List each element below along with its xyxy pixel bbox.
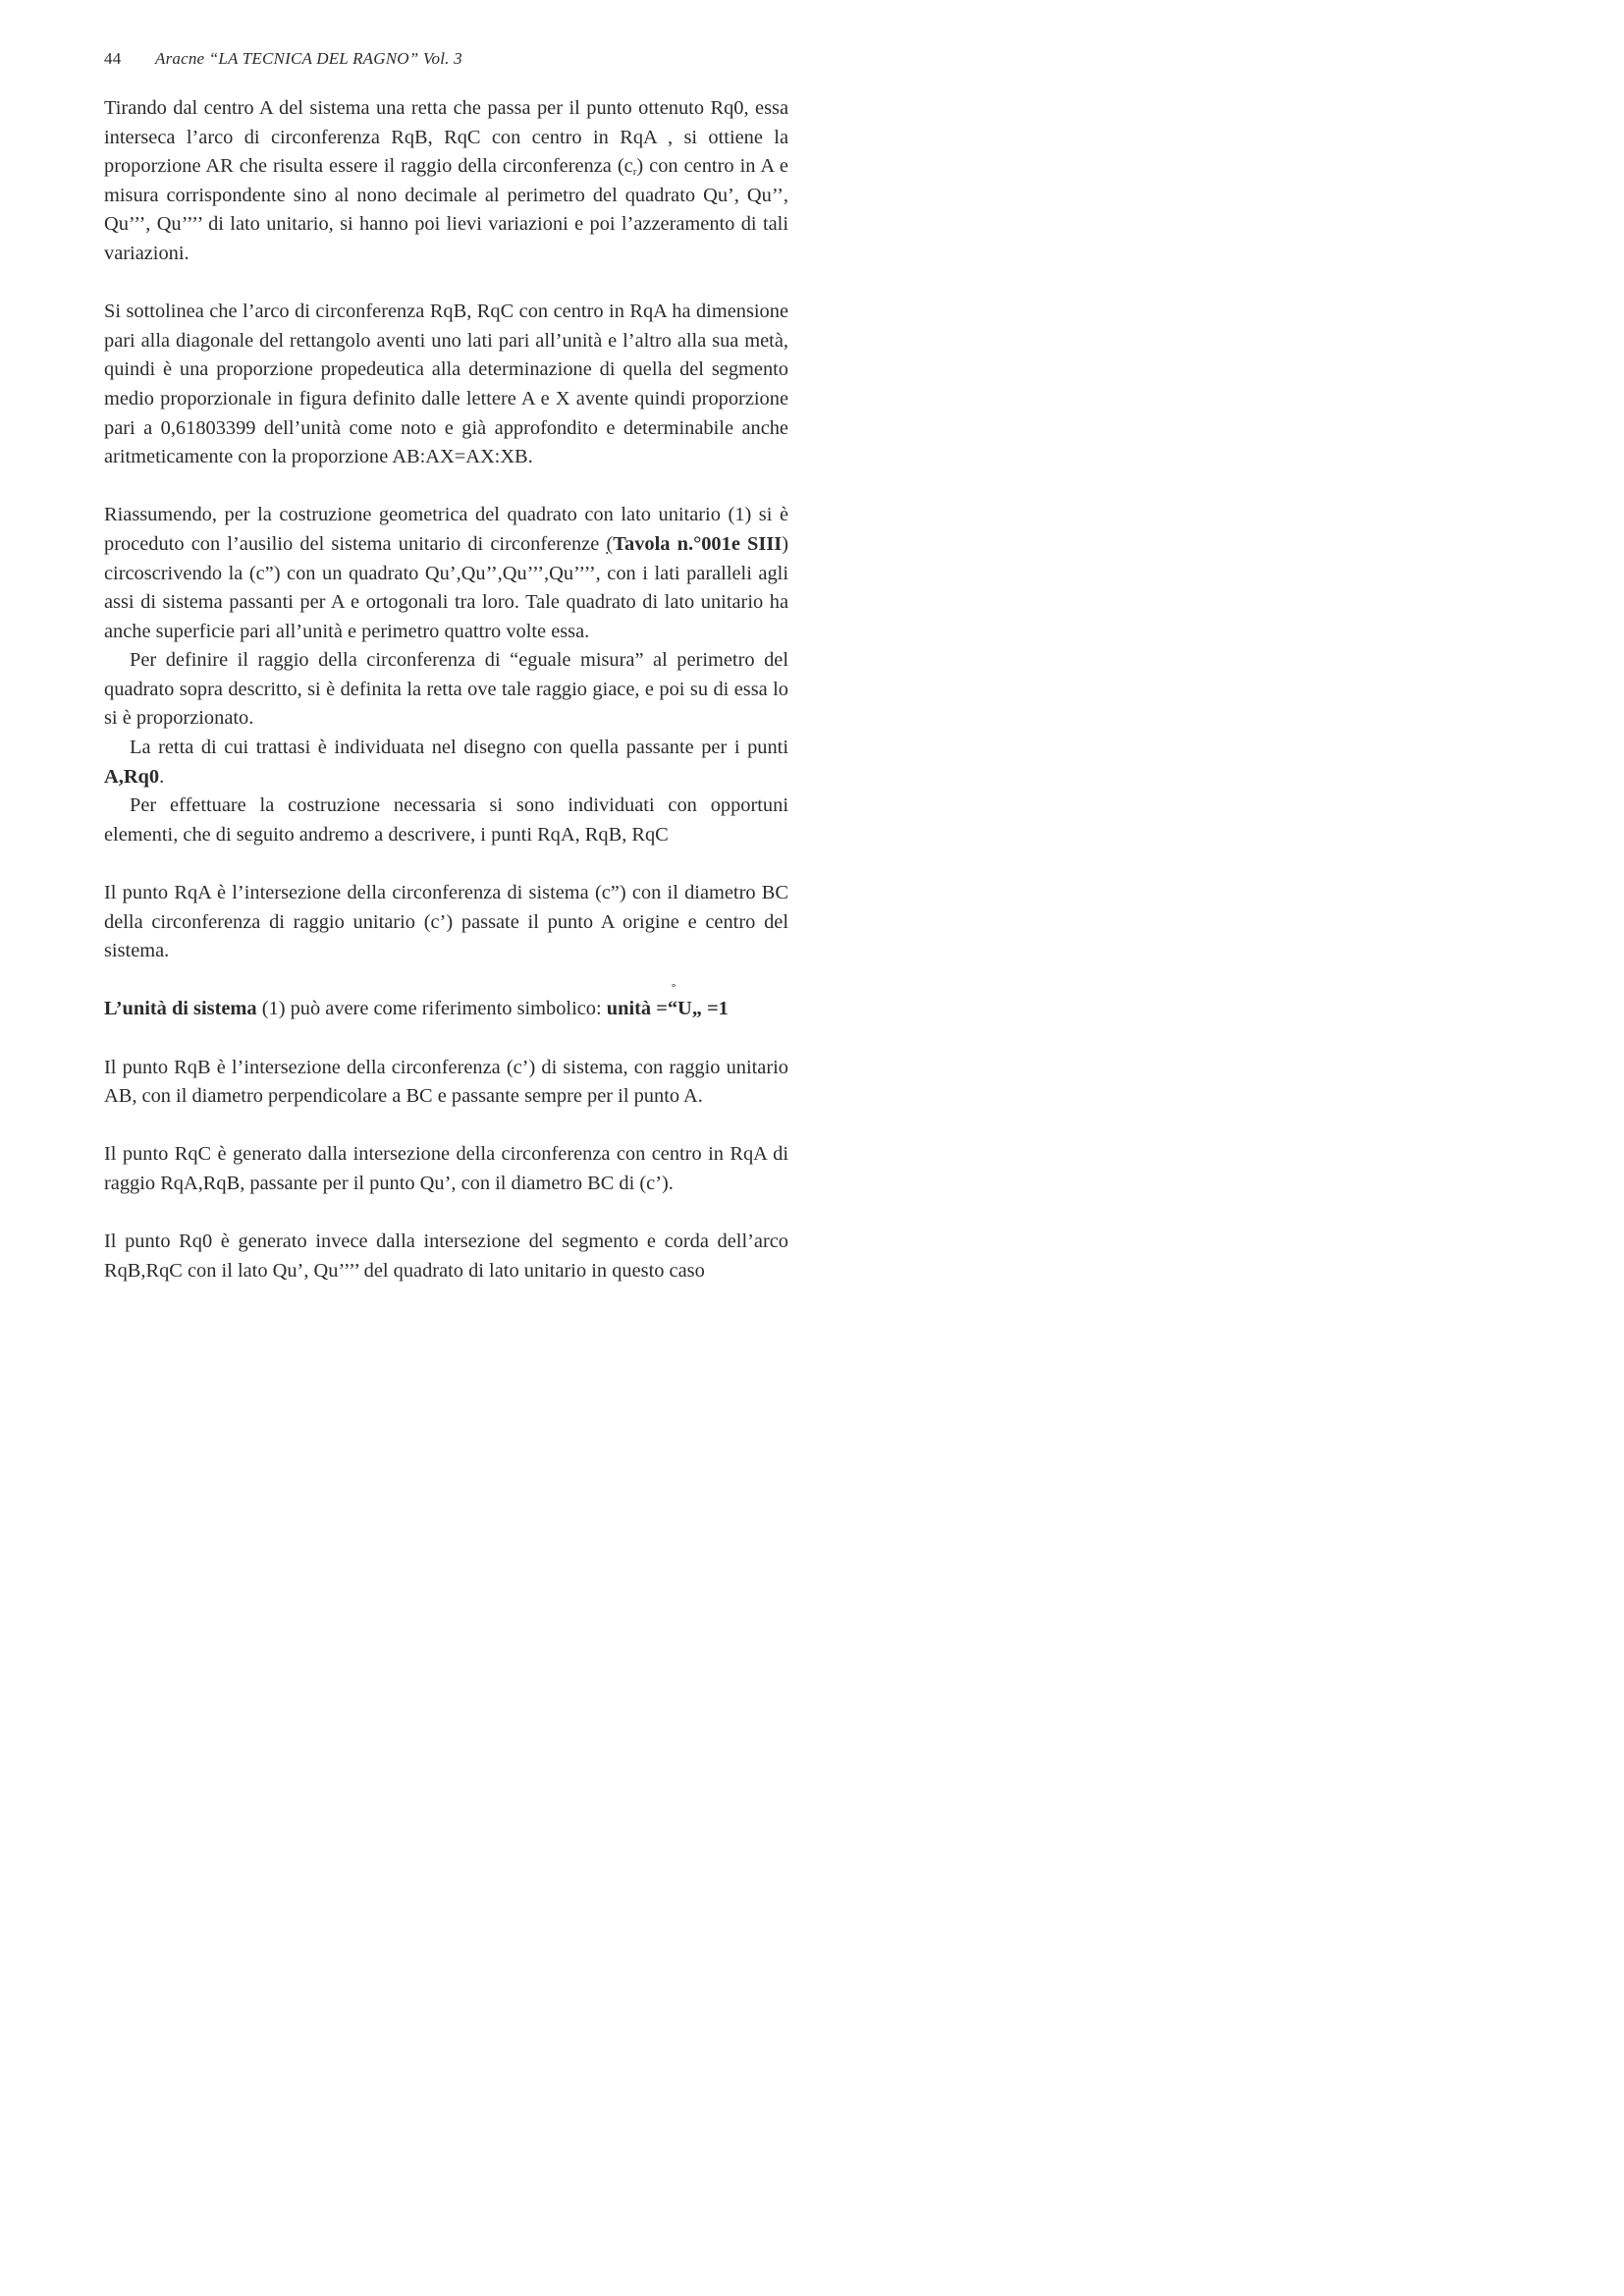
body-text <box>104 94 788 1285</box>
paragraph-4: Per definire il raggio della circonferenza di “eguale misura” al perimetro del quadrato sopra descritto, si è definita la retta ove tale raggio giace, e poi su di essa lo si è proporzionato. <box>104 649 788 730</box>
paragraph-10: Il punto RqC è generato dalla intersezione della circonferenza con centro in RqA di raggio RqA,RqB, passante per il punto Qu’, con il diametro BC di (c’). <box>104 1143 788 1194</box>
paragraph-7: Il punto RqA è l’intersezione della circonferenza di sistema (c”) con il diametro BC della circonferenza di raggio unitario (c’) passate il punto A origine e centro del sistema. <box>104 882 788 962</box>
book-page <box>0 0 1088 1535</box>
paragraph-6: Per effettuare la costruzione necessaria si sono individuati con opportuni elementi, che di seguito andremo a descrivere, i punti RqA, RqB, RqC <box>104 794 788 846</box>
paragraph-5-text-after: . <box>159 765 165 788</box>
unit-symbol-close-quote: „ <box>691 998 702 1020</box>
paragraph-9: Il punto RqB è l’intersezione della circonferenza (c’) di sistema, con raggio unitario AB, con il diametro perpendicolare a BC e passante sempre per il punto A. <box>104 1056 788 1108</box>
paragraph-3 <box>104 501 788 646</box>
paragraph-1-text-after: ) con centro in A e misura corrispondente sino al nono decimale al perimetro del quadrato Qu’, Qu’’, Qu’’’, Qu’’’’ di lato unitario, si hanno poi lievi variazioni e poi l’azzeramento di tali variazioni. <box>104 155 788 264</box>
paragraph-3-paren: ( <box>606 532 614 555</box>
subscript-r: r <box>632 166 637 179</box>
line-points: A,Rq0 <box>104 765 160 788</box>
unit-symbol-ring: ° <box>671 982 677 995</box>
paragraph-11: Il punto Rq0 è generato invece dalla intersezione del segmento e corda dell’arco RqB,RqC con il lato Qu’, Qu’’’’ del quadrato di lato unitario in questo caso <box>104 1230 788 1282</box>
paragraph-5 <box>104 734 788 792</box>
unit-symbol <box>667 982 702 1024</box>
paragraph-1 <box>104 94 788 269</box>
running-title: Aracne “LA TECNICA DEL RAGNO” Vol. 3 <box>155 49 462 68</box>
paragraph-1-text: Tirando dal centro A del sistema una retta che passa per il punto ottenuto Rq0, essa interseca l’arco di circonferenza RqB, RqC con centro in RqA , si ottiene la proporzione AR che risulta essere il raggio della circonferenza (c <box>104 97 788 178</box>
paragraph-5-text: La retta di cui trattasi è individuata nel disegno con quella passante per i punti <box>130 737 788 759</box>
running-header <box>104 48 791 70</box>
unit-symbol-open-quote: “ <box>667 998 678 1020</box>
unit-value: =1 <box>701 998 729 1020</box>
paragraph-3-text: Riassumendo, per la costruzione geometrica del quadrato con lato unitario (1) si è proceduto con l’ausilio del sistema unitario di circonferenze <box>104 504 788 555</box>
paragraph-8-text: (1) può avere come riferimento simbolico: <box>256 998 607 1020</box>
paragraph-2: Si sottolinea che l’arco di circonferenza RqB, RqC con centro in RqA ha dimensione pari alla diagonale del rettangolo aventi uno lati pari all’unità e l’altro alla sua metà, quindi è una proporzione propedeutica alla determinazione di quella del segmento medio proporzionale in figura definito dalle lettere A e X avente quindi proporzione pari a 0,61803399 dell’unità come noto e già approfondito e determinabile anche aritmeticamente con la proporzione AB:AX=AX:XB. <box>104 301 788 468</box>
unit-symbol-letter: U <box>677 998 692 1020</box>
page-number: 44 <box>104 49 122 68</box>
table-reference: Tavola n.°001e SIII <box>613 532 783 555</box>
paragraph-8 <box>104 982 788 1024</box>
unit-term: L’unità di sistema <box>104 998 257 1020</box>
unit-label: unità = <box>606 998 668 1020</box>
paragraph-3-text-after: ) circoscrivendo la (c”) con un quadrato Qu’,Qu’’,Qu’’’,Qu’’’’, con i lati paralleli agli assi di sistema passanti per A e ortogonali tra loro. Tale quadrato di lato unitario ha anche superficie pari all’unità e perimetro quattro volte essa. <box>104 532 788 642</box>
